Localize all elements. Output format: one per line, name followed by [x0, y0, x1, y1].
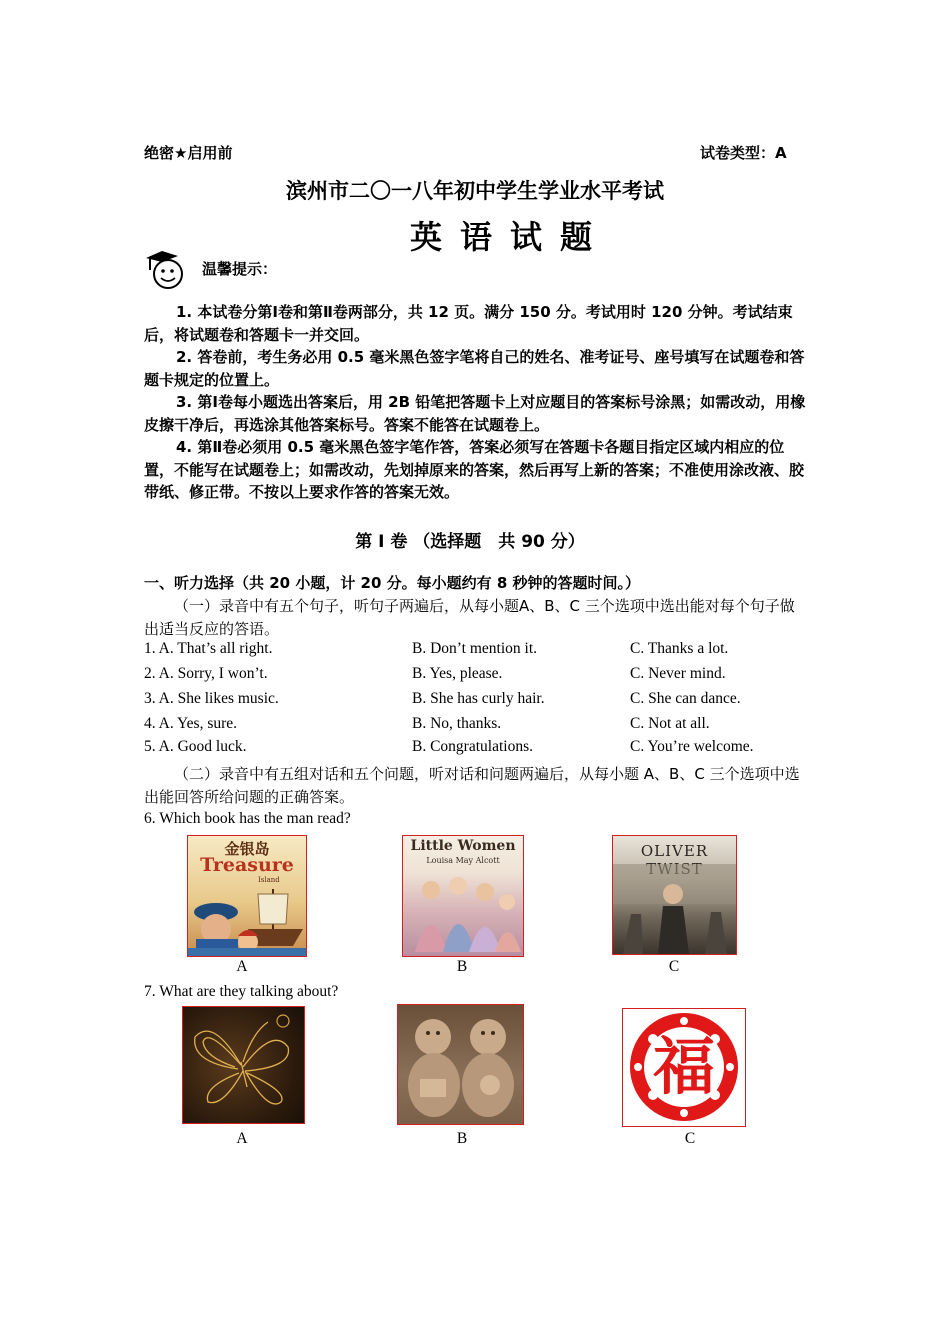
q6-label-b: B: [456, 958, 468, 975]
cover-author: Louisa May Alcott: [426, 856, 500, 865]
sisters-illustration: [403, 868, 523, 956]
fu-character: 福: [652, 1030, 715, 1103]
notice-list: [144, 301, 808, 504]
q6-text: 6. Which book has the man read?: [144, 810, 351, 827]
q5-option-c: C. You’re welcome.: [630, 738, 754, 755]
cover-cn-title: 金银岛: [224, 840, 270, 858]
q6-label-a: A: [236, 958, 248, 975]
q7-label-b: B: [456, 1130, 468, 1147]
q2-option-b: B. Yes, please.: [412, 665, 503, 682]
q4-option-a: 4. A. Yes, sure.: [144, 715, 238, 732]
notice-item: 3. 第Ⅰ卷每小题选出答案后，用 2B 铅笔把答题卡上对应题目的答案标号涂黑；如需改动，用橡皮擦干净后，再选涂其他答案标号。答案不能答在试题卷上。: [144, 393, 806, 434]
notice-item: 2. 答卷前，考生务必用 0.5 毫米黑色签字笔将自己的姓名、准考证号、座号填写在试题卷和答题卡规定的位置上。: [144, 348, 805, 389]
q1-option-b: B. Don’t mention it.: [412, 640, 538, 657]
part2-instruction: （二）录音中有五组对话和五个问题，听对话和问题两遍后，从每小题 A、B、C 三个选项中选出能回答所给问题的正确答案。: [144, 765, 800, 806]
cover-title: OLIVER: [640, 842, 709, 860]
q3-option-a: 3. A. She likes music.: [144, 690, 279, 707]
q7-text: 7. What are they talking about?: [144, 983, 339, 1000]
q1-option-a: 1. A. That’s all right.: [144, 640, 273, 657]
figurines-illustration: [398, 1005, 523, 1124]
q5-option-a: 5. A. Good luck.: [144, 738, 247, 755]
street-scene-illustration: [613, 864, 736, 954]
volume-heading: 第 Ⅰ 卷 （选择题 共 90 分）: [355, 532, 585, 552]
treasure-island-cover: [187, 835, 307, 957]
q4-option-b: B. No, thanks.: [412, 715, 502, 732]
smiley-graduate-icon: [142, 248, 190, 292]
q1-option-c: C. Thanks a lot.: [630, 640, 729, 657]
exam-title: 滨州市二〇一八年初中学生学业水平考试: [286, 179, 664, 203]
notice-heading: 温馨提示：: [202, 260, 278, 278]
straw-butterfly-image: [182, 1006, 305, 1124]
part1-instruction: （一）录音中有五个句子，听句子两遍后，从每小题A、B、C 三个选项中选出能对每个句子做出适当反应的答语。: [144, 597, 795, 638]
q4-option-c: C. Not at all.: [630, 715, 710, 732]
little-women-cover: [402, 835, 524, 957]
confidential-mark: 绝密★启用前: [144, 144, 233, 162]
cover-en-title: Treasure: [200, 854, 294, 876]
q5-option-b: B. Congratulations.: [412, 738, 533, 755]
section-title: 一、听力选择（共 20 小题，计 20 分。每小题约有 8 秒钟的答题时间。）: [144, 574, 641, 592]
clay-figurines-image: [397, 1004, 524, 1125]
q2-option-c: C. Never mind.: [630, 665, 726, 682]
cover-subtitle: Island: [258, 876, 280, 884]
cover-title: Little Women: [410, 838, 516, 854]
pirate-ship-illustration: [188, 884, 306, 956]
butterfly-icon: [183, 1007, 304, 1123]
q7-label-a: A: [236, 1130, 248, 1147]
paper-cut-fu-image: [622, 1008, 746, 1127]
oliver-twist-cover: [612, 835, 737, 955]
q6-label-c: C: [668, 958, 680, 975]
notice-item: 4. 第Ⅱ卷必须用 0.5 毫米黑色签字笔作答，答案必须写在答题卡各题目指定区域内相应的位置，不能写在试题卷上；如需改动，先划掉原来的答案，然后再写上新的答案；不准使用涂改液、胶带纸、修正带。不按以上要求作答的答案无效。: [144, 438, 805, 501]
q3-option-b: B. She has curly hair.: [412, 690, 545, 707]
subject-title: 英语试题: [409, 218, 610, 256]
notice-item: 1. 本试卷分第Ⅰ卷和第Ⅱ卷两部分，共 12 页。满分 150 分。考试用时 120 分钟。考试结束后，将试题卷和答题卡一并交回。: [144, 303, 793, 344]
q3-option-c: C. She can dance.: [630, 690, 741, 707]
q2-option-a: 2. A. Sorry, I won’t.: [144, 665, 268, 682]
paper-type: 试卷类型：A: [700, 144, 787, 162]
q7-label-c: C: [684, 1130, 696, 1147]
